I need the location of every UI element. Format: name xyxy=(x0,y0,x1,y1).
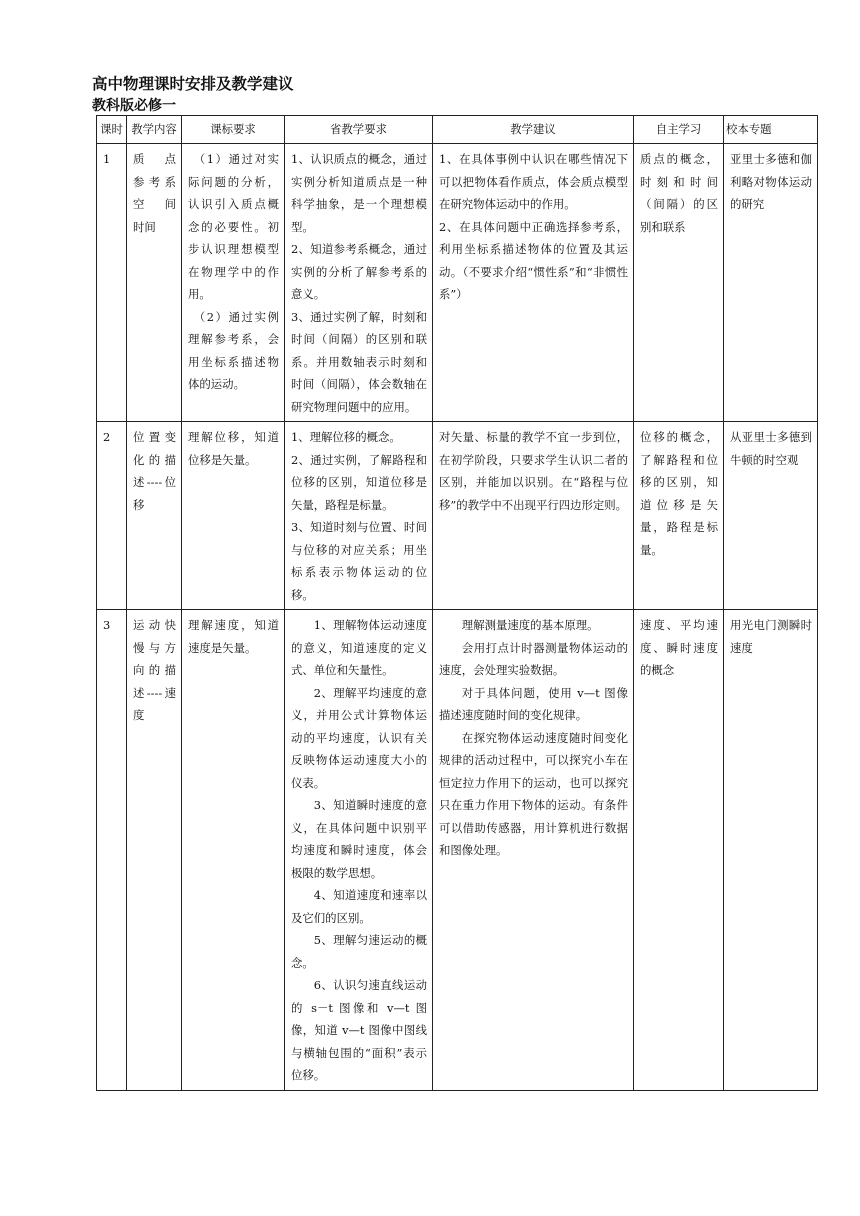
header-provincial: 省教学要求 xyxy=(285,116,433,144)
standard-cell xyxy=(182,610,285,1091)
suggestion-paragraph: 对矢量、标量的教学不宜一步到位，在初学阶段，只要求学生认识二者的区别，并能加以识别。在“路程与位移”的教学中不出现平行四边形定则。 xyxy=(439,430,628,512)
lesson-number: 3 xyxy=(97,610,127,1091)
self-study-cell: 质点的概念，时刻和时间（间隔）的区别和联系 xyxy=(634,144,724,422)
provincial-paragraph: 2、理解平均速度的意义，并用公式计算物体运动的平均速度，认识有关反映物体运动速度大小的仪表。 xyxy=(291,685,427,790)
suggestion-cell xyxy=(433,610,634,1091)
suggestion-cell xyxy=(433,144,634,422)
suggestion-paragraph: 1、在具体事例中认识在哪些情况下可以把物体看作质点，体会质点模型在研究物体运动中的作用。 xyxy=(439,152,628,211)
table-header-row xyxy=(97,116,818,144)
suggestion-paragraph: 会用打点计时器测量物体运动的速度，会处理实验数据。 xyxy=(439,640,628,677)
provincial-paragraph: 1、理解位移的概念。 xyxy=(291,430,401,444)
table-row xyxy=(97,610,818,1091)
standard-paragraph: （1）通过对实际问题的分析，认识引入质点概念的必要性。初步认识理想模型在物理学中的作用。 xyxy=(188,152,279,301)
suggestion-paragraph: 对于具体问题，使用 v—t 图像描述速度随时间的变化规律。 xyxy=(439,685,628,722)
header-school-topic: 校本专题 xyxy=(724,116,818,144)
self-study-cell: 位移的概念，了解路程和位移的区别，知道位移是矢量，路程是标量。 xyxy=(634,422,724,610)
standard-cell xyxy=(182,144,285,422)
provincial-paragraph: 3、知道时刻与位置、时间与位移的对应关系；用坐标系表示物体运动的位移。 xyxy=(291,520,427,602)
page-title: 高中物理课时安排及教学建议 xyxy=(92,75,294,93)
provincial-cell xyxy=(285,144,433,422)
suggestion-paragraph: 2、在具体问题中正确选择参考系，利用坐标系描述物体的位置及其运动。（不要求介绍“惯性系”和“非惯性系”） xyxy=(439,219,628,301)
page-subtitle: 教科版必修一 xyxy=(92,98,176,114)
provincial-paragraph: 2、通过实例，了解路程和位移的区别，知道位移是矢量，路程是标量。 xyxy=(291,452,427,512)
header-standard: 课标要求 xyxy=(182,116,285,144)
school-topic-cell: 亚里士多德和伽利略对物体运动的研究 xyxy=(724,144,818,422)
lesson-content: 运动快慢与方向的描述----速度 xyxy=(127,610,182,1091)
provincial-paragraph: 6、认识匀速直线运动的 s－t 图像和 v—t 图像，知道 v—t 图像中图线与横轴包围的“面积”表示位移。 xyxy=(291,978,427,1082)
standard-paragraph: 理解位移，知道位移是矢量。 xyxy=(188,430,279,467)
header-content: 教学内容 xyxy=(127,116,182,144)
table-row xyxy=(97,144,818,422)
provincial-paragraph: 1、认识质点的概念，通过实例分析知道质点是一种科学抽象，是一个理想模型。 xyxy=(291,152,427,234)
provincial-paragraph: 1、理解物体运动速度的意义，知道速度的定义式、单位和矢量性。 xyxy=(291,618,427,677)
self-study-cell: 速度、平均速度、瞬时速度的概念 xyxy=(634,610,724,1091)
standard-cell xyxy=(182,422,285,610)
syllabus-table xyxy=(96,115,818,1091)
header-lesson: 课时 xyxy=(97,116,127,144)
lesson-content: 质 点参考系空 间时间 xyxy=(127,144,182,422)
provincial-paragraph: 3、知道瞬时速度的意义，在具体问题中识别平均速度和瞬时速度，体会极限的数学思想。 xyxy=(291,798,427,880)
standard-paragraph: 理解速度，知道速度是矢量。 xyxy=(188,618,279,655)
header-self-study: 自主学习 xyxy=(634,116,724,144)
provincial-cell xyxy=(285,422,433,610)
lesson-number: 2 xyxy=(97,422,127,610)
lesson-content: 位置变化的描述----位移 xyxy=(127,422,182,610)
suggestion-paragraph: 在探究物体运动速度随时间变化规律的活动过程中，可以探究小车在恒定拉力作用下的运动，也可以探究只在重力作用下物体的运动。有条件可以借助传感器，用计算机进行数据和图像处理。 xyxy=(439,730,628,857)
standard-paragraph: （2）通过实例理解参考系，会用坐标系描述物体的运动。 xyxy=(188,309,279,391)
school-topic-cell: 从亚里士多德到牛顿的时空观 xyxy=(724,422,818,610)
table-row xyxy=(97,422,818,610)
suggestion-paragraph: 理解测量速度的基本原理。 xyxy=(461,618,599,632)
provincial-cell xyxy=(285,610,433,1091)
provincial-paragraph: 5、理解匀速运动的概念。 xyxy=(291,933,427,970)
provincial-paragraph: 3、通过实例了解，时刻和时间（间隔）的区别和联系。并用数轴表示时刻和时间（间隔），体会数轴在研究物理问题中的应用。 xyxy=(291,309,427,414)
lesson-number: 1 xyxy=(97,144,127,422)
header-suggestion: 教学建议 xyxy=(433,116,634,144)
provincial-paragraph: 2、知道参考系概念，通过实例的分析了解参考系的意义。 xyxy=(291,242,427,301)
provincial-paragraph: 4、知道速度和速率以及它们的区别。 xyxy=(291,888,427,925)
suggestion-cell xyxy=(433,422,634,610)
school-topic-cell: 用光电门测瞬时速度 xyxy=(724,610,818,1091)
